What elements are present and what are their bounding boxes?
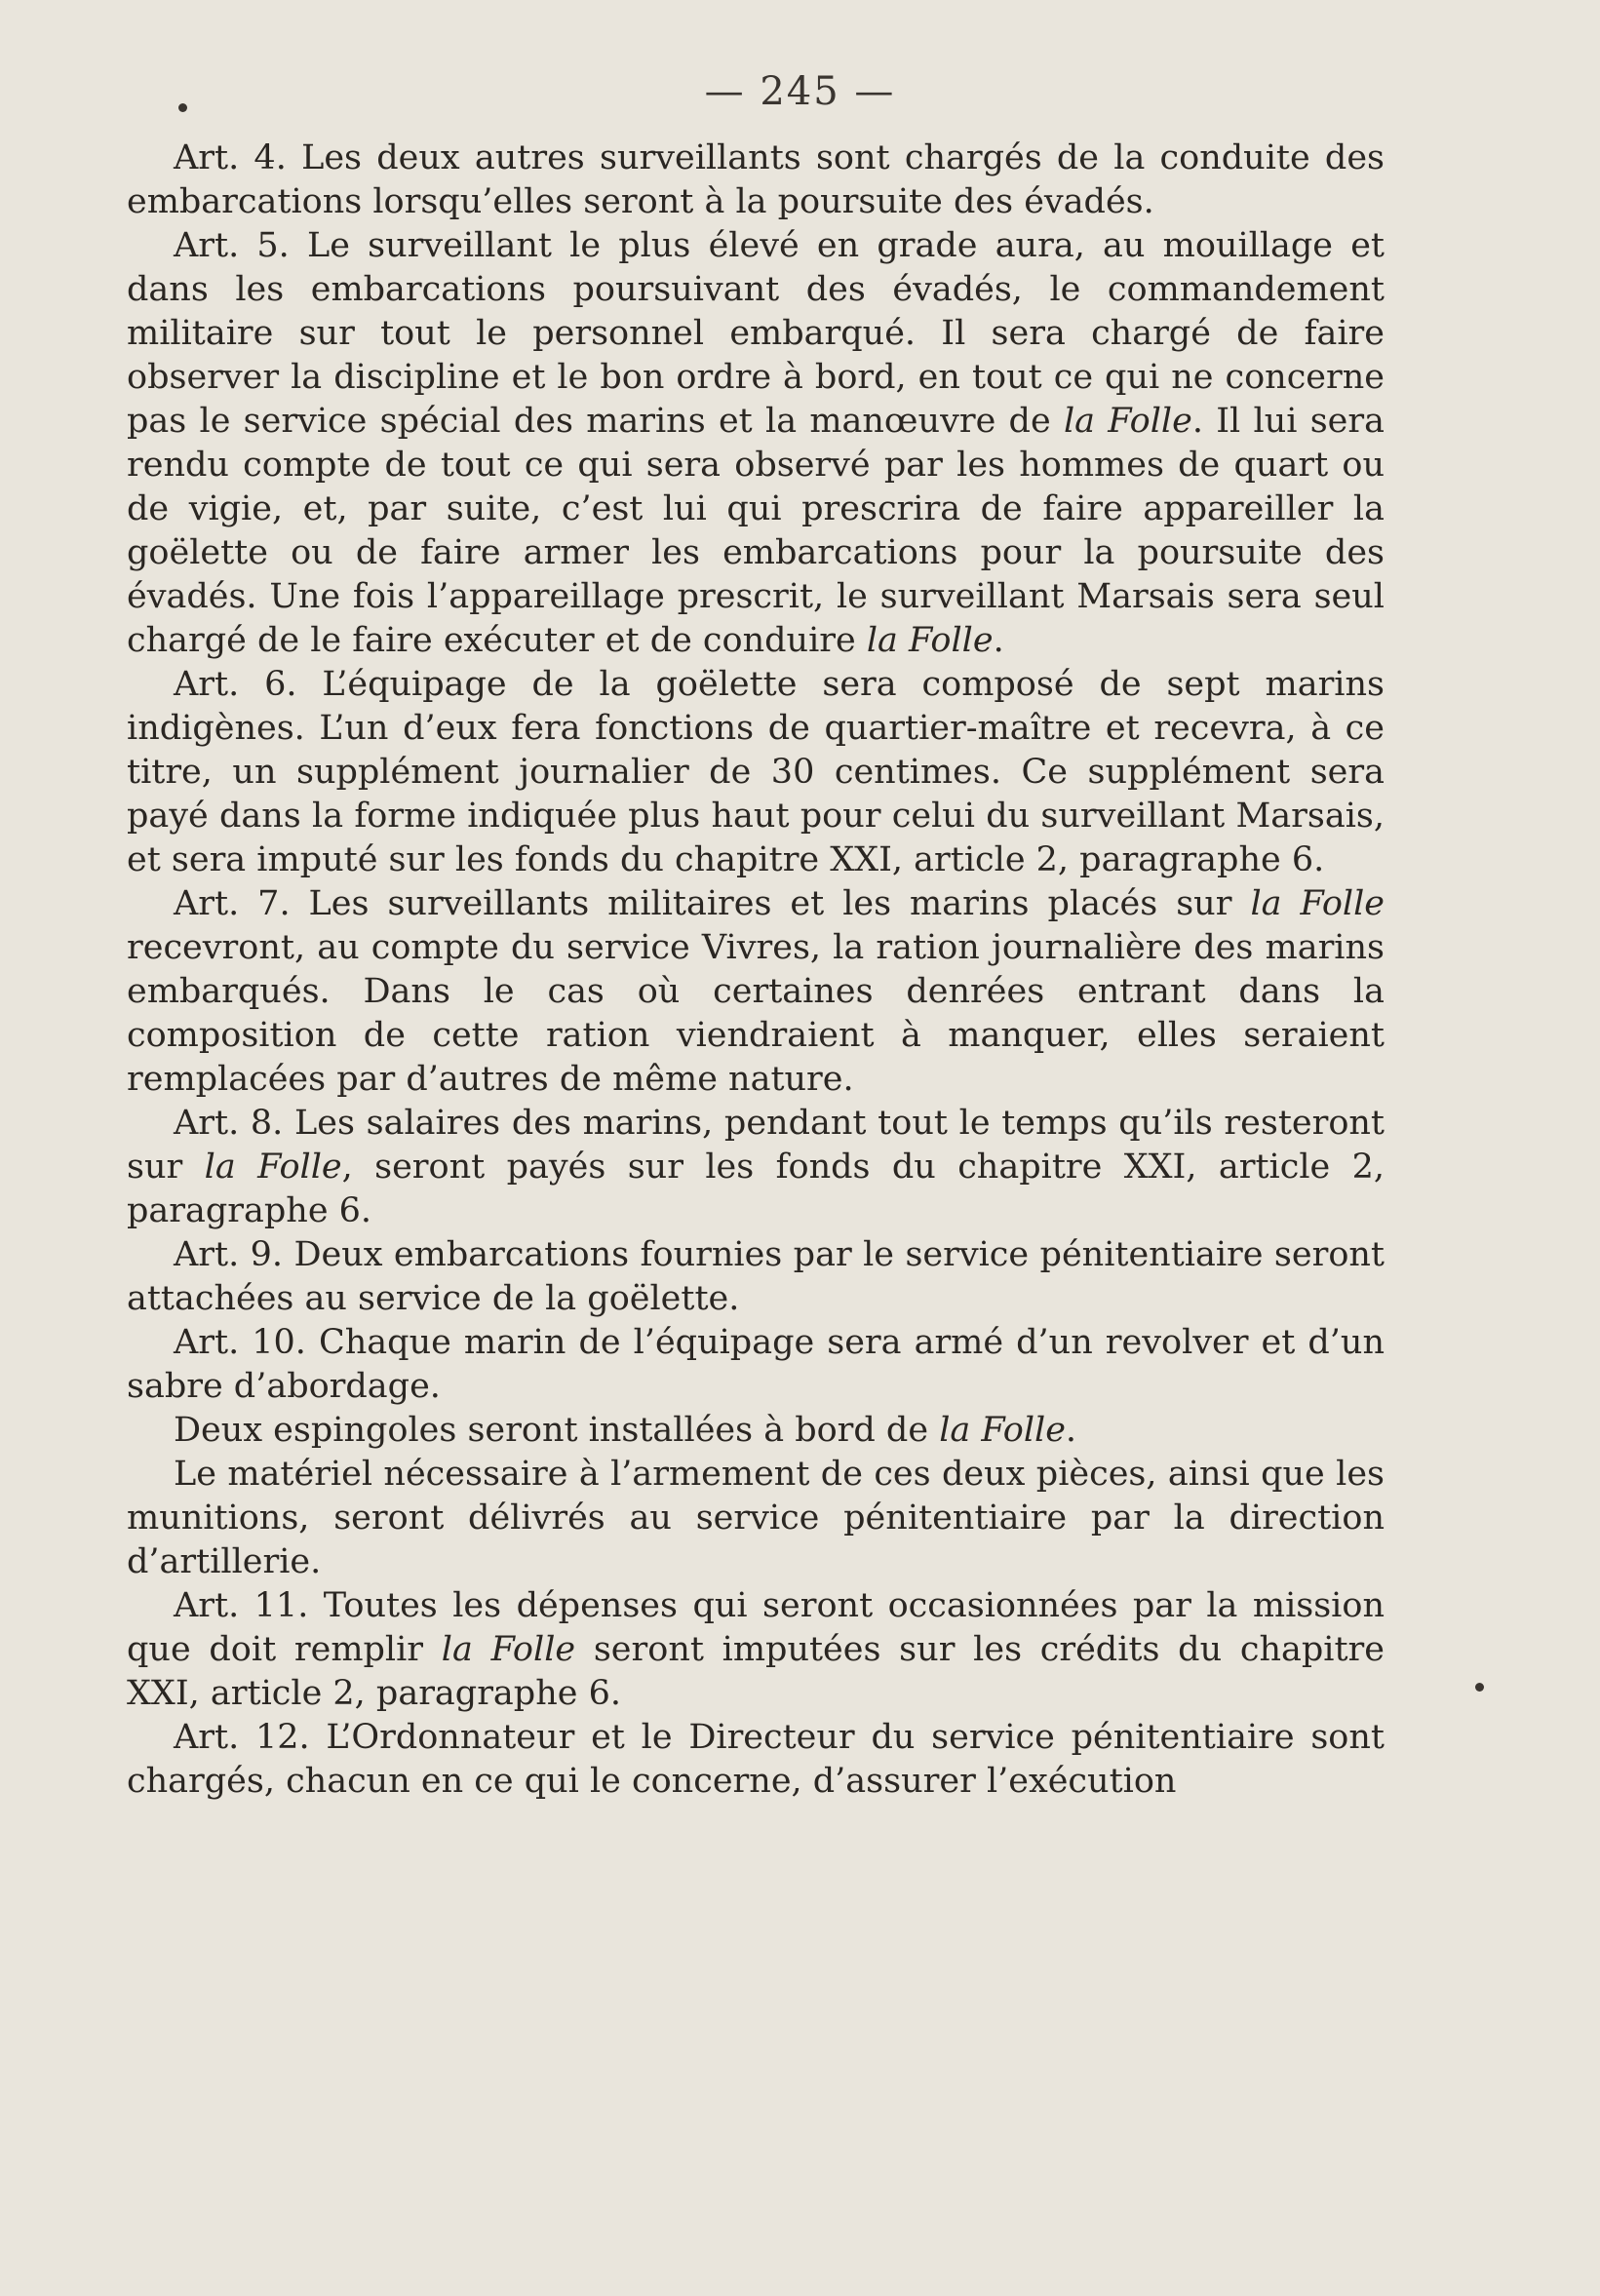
article-label: Art. 4. [174,138,287,177]
ink-speck [178,103,187,112]
article-text: recevront, au compte du service Vivres, la ration journalière des marins embarqués. Dans le cas où certaines denrées entrant dans la composition de cette ration viendraient à manquer, elles seraient remplacées par d’autres de même nature. [127,928,1385,1099]
article-text: Le matériel nécessaire à l’armement de ces deux pièces, ainsi que les munitions, seront délivrés au service pénitentiaire par la direction d’artillerie. [127,1455,1385,1581]
article-paragraph [127,663,1385,882]
article-text: . Il lui sera rendu compte de tout ce qui sera observé par les hommes de quart ou de vigie, et, par suite, c’est lui qui prescrira de faire appareiller la goëlette ou de faire armer les embarcations pour la poursuite des évadés. Une fois l’appareillage prescrit, le surveillant Marsais sera seul chargé de le faire exécuter et de conduire [127,402,1385,660]
article-label: Art. 8. [174,1104,284,1143]
article-paragraph [127,224,1385,663]
article-paragraph [127,1102,1385,1233]
ship-name: la Folle [866,621,994,660]
article-paragraph [127,1453,1385,1584]
body-text [127,136,1385,1804]
article-paragraph [127,1716,1385,1804]
ship-name: la Folle [939,1411,1066,1450]
page-number: — 245 — [704,69,896,114]
article-text: Les surveillants militaires et les marins placés sur [290,884,1251,923]
article-text: L’équipage de la goëlette sera composé de sept marins indigènes. L’un d’eux fera fonctions de quartier-maître et recevra, à ce titre, un supplément journalier de 30 centimes. Ce supplément sera payé dans la forme indiquée plus haut pour celui du surveillant Marsais, et sera imputé sur les fonds du chapitre XXI, article 2, paragraphe 6. [127,665,1385,879]
ink-speck [1475,1683,1484,1692]
article-text: . [1065,1411,1077,1450]
article-paragraph [127,1321,1385,1409]
article-text: Chaque marin de l’équipage sera armé d’un revolver et d’un sabre d’abordage. [127,1323,1385,1406]
article-paragraph [127,136,1385,224]
ship-name: la Folle [1250,884,1385,923]
ship-name: la Folle [1063,402,1192,441]
ship-name: la Folle [204,1148,342,1187]
article-text: Deux espingoles seront installées à bord de [174,1411,940,1450]
article-paragraph [127,1409,1385,1453]
article-text: L’Ordonnateur et le Directeur du service pénitentiaire sont chargés, chacun en ce qui le concerne, d’assurer l’exécution [127,1718,1385,1801]
article-text: Deux embarcations fournies par le service pénitentiaire seront attachées au service de la goëlette. [127,1235,1385,1318]
article-text: . [993,621,1004,660]
article-label: Art. 7. [174,884,291,923]
article-text: , seront payés sur les fonds du chapitre XXI, article 2, paragraphe 6. [127,1148,1385,1230]
article-text: Les deux autres surveillants sont chargés de la conduite des embarcations lorsqu’elles seront à la poursuite des évadés. [127,138,1385,221]
article-paragraph [127,1584,1385,1716]
article-text: Toutes les dépenses qui seront occasionnées par la mission que doit remplir [127,1586,1385,1669]
article-paragraph [127,882,1385,1102]
article-text: Les salaires des marins, pendant tout le temps qu’ils resteront sur [127,1104,1385,1187]
article-label: Art. 9. [174,1235,284,1274]
article-text: seront imputées sur les crédits du chapitre XXI, article 2, paragraphe 6. [127,1630,1385,1713]
article-paragraph [127,1233,1385,1321]
article-label: Art. 6. [174,665,297,704]
article-label: Art. 5. [174,226,290,265]
article-label: Art. 11. [174,1586,309,1625]
article-text: Le surveillant le plus élevé en grade aura, au mouillage et dans les embarcations poursuivant des évadés, le commandement militaire sur tout le personnel embarqué. Il sera chargé de faire observer la discipline et le bon ordre à bord, en tout ce qui ne concerne pas le service spécial des marins et la manœuvre de [127,226,1385,441]
article-label: Art. 12. [174,1718,310,1757]
ship-name: la Folle [441,1630,576,1669]
article-label: Art. 10. [174,1323,306,1362]
